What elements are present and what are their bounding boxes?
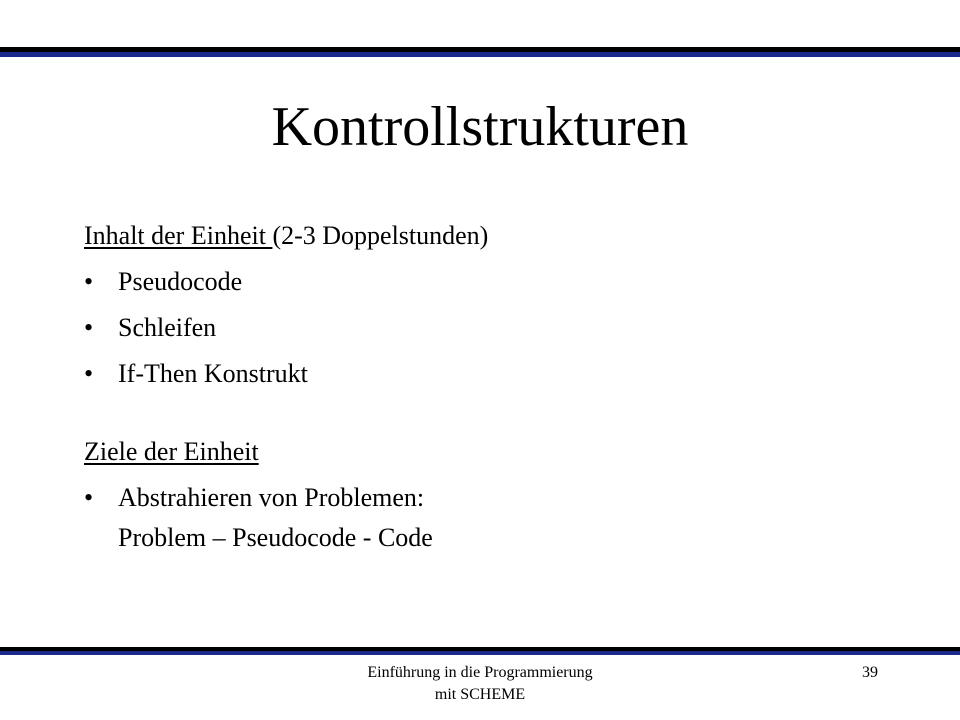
footer-caption bbox=[320, 662, 640, 706]
list-item-text: If-Then Konstrukt bbox=[118, 359, 308, 388]
list-item bbox=[84, 308, 864, 348]
footer-line-2: mit SCHEME bbox=[434, 686, 526, 703]
section-heading-duration: (2-3 Doppelstunden) bbox=[272, 221, 489, 250]
section-heading-goals bbox=[84, 432, 864, 472]
page-number: 39 bbox=[862, 664, 878, 681]
list-item-text: Pseudocode bbox=[118, 267, 243, 296]
slide-content bbox=[84, 216, 864, 558]
list-item bbox=[84, 354, 864, 394]
section-heading-underlined: Inhalt der Einheit bbox=[84, 221, 273, 250]
bullet-icon: • bbox=[84, 359, 94, 388]
list-item-text: Abstrahieren von Problemen: bbox=[118, 483, 425, 512]
section-heading-goals-text: Ziele der Einheit bbox=[84, 437, 259, 466]
section-heading-content bbox=[84, 216, 864, 256]
footer-line-1: Einführung in die Programmierung bbox=[367, 664, 593, 681]
section-spacer bbox=[84, 394, 864, 432]
list-item-text: Schleifen bbox=[118, 313, 217, 342]
bullet-icon: • bbox=[84, 483, 94, 512]
list-item bbox=[84, 262, 864, 302]
list-item bbox=[84, 478, 864, 558]
top-divider bbox=[0, 47, 960, 57]
slide-title: Kontrollstrukturen bbox=[271, 96, 689, 158]
bottom-divider bbox=[0, 647, 960, 655]
bullet-icon: • bbox=[84, 313, 94, 342]
list-item-text-continuation: Problem – Pseudocode - Code bbox=[118, 523, 433, 552]
bullet-icon: • bbox=[84, 267, 94, 296]
